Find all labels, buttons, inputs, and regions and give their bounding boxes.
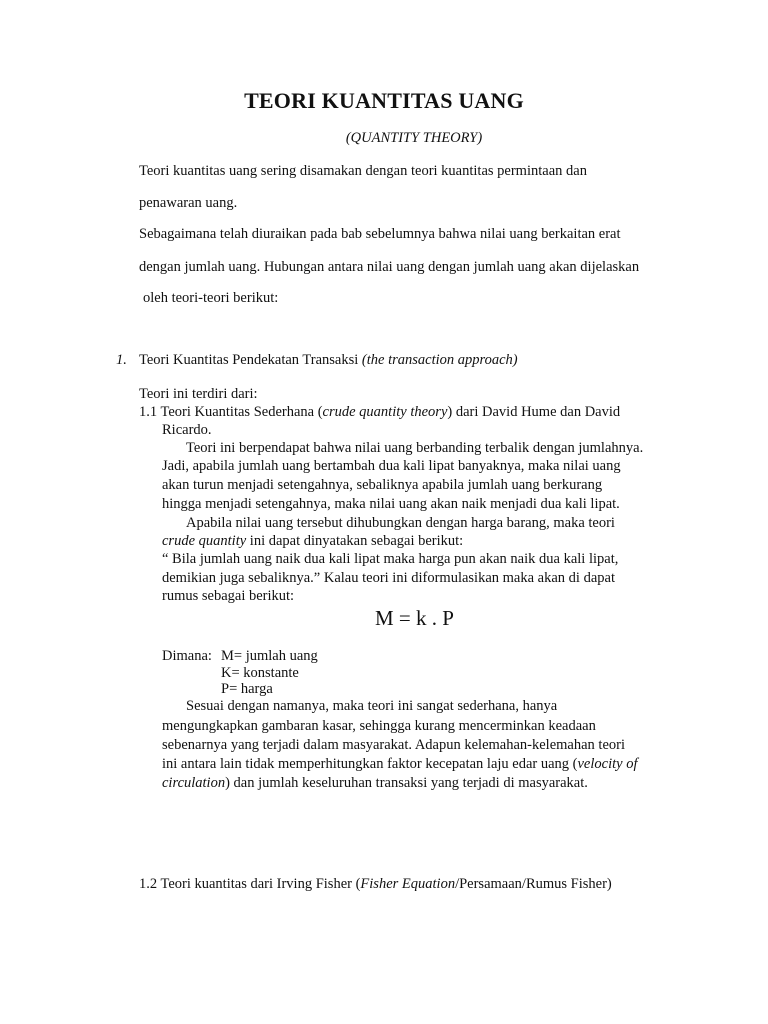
text-line: oleh teori-teori berikut: <box>143 290 279 306</box>
pb-l4-italic: velocity of <box>577 756 638 772</box>
text-line: “ Bila jumlah uang naik dua kali lipat maka harga pun akan naik dua kali lipat, <box>162 551 619 567</box>
def-k: K= konstante <box>221 665 299 681</box>
def-p: P= harga <box>221 681 273 697</box>
pb-l5-italic: circulation <box>162 775 226 791</box>
heading-italic: (the transaction approach) <box>361 352 518 368</box>
pb-l4-pre: ini antara lain tidak memperhitungkan faktor kecepatan laju edar uang ( <box>162 756 578 772</box>
pb-l5-post: ) dan jumlah keseluruhan transaksi yang terjadi di masyarakat. <box>225 775 588 791</box>
text-line: dengan jumlah uang. Hubungan antara nilai uang dengan jumlah uang akan dijelaskan <box>139 259 640 275</box>
list-number: 1. <box>116 352 127 368</box>
text-line: Jadi, apabila jumlah uang bertambah dua kali lipat banyaknya, maka nilai uang <box>162 458 621 474</box>
sub11-pre: 1.1 Teori Kuantitas Sederhana ( <box>139 404 323 420</box>
text-line: mengungkapkan gambaran kasar, sehingga kurang mencerminkan keadaan <box>162 718 596 734</box>
sub12-pre: 1.2 Teori kuantitas dari Irving Fisher ( <box>139 876 361 892</box>
subsection-1-2-heading <box>139 876 612 893</box>
crude-italic: crude quantity <box>162 533 247 549</box>
text-line <box>162 533 463 550</box>
sub11-post: ) dari David Hume dan David <box>447 404 621 420</box>
text-line: penawaran uang. <box>139 195 238 211</box>
formula: M = k . P <box>375 606 454 630</box>
heading-plain: Teori Kuantitas Pendekatan Transaksi <box>139 352 362 368</box>
text-line: akan turun menjadi setengahnya, sebaliknya apabila jumlah uang berkurang <box>162 477 603 493</box>
text-line: demikian juga sebaliknya.” Kalau teori ini diformulasikan maka akan di dapat <box>162 570 615 586</box>
crude-rest: ini dapat dinyatakan sebagai berikut: <box>246 533 464 549</box>
text-line <box>162 775 588 792</box>
sub12-post: /Persamaan/Rumus Fisher) <box>455 876 612 892</box>
page-subtitle: (QUANTITY THEORY) <box>345 130 483 146</box>
section-heading-text <box>139 352 518 369</box>
text-line: Teori kuantitas uang sering disamakan dengan teori kuantitas permintaan dan <box>139 163 587 179</box>
text-line <box>139 404 620 421</box>
text-line: Sesuai dengan namanya, maka teori ini sangat sederhana, hanya <box>186 698 558 714</box>
text-line: rumus sebagai berikut: <box>162 588 295 604</box>
text-line: hingga menjadi setengahnya, maka nilai uang akan naik menjadi dua kali lipat. <box>162 496 620 512</box>
page-title: TEORI KUANTITAS UANG <box>244 88 524 113</box>
text-line: Teori ini berpendapat bahwa nilai uang berbanding terbalik dengan jumlahnya. <box>186 440 644 456</box>
text-line <box>162 756 637 773</box>
text-line: sebenarnya yang terjadi dalam masyarakat. Adapun kelemahan-kelemahan teori <box>162 737 625 753</box>
sub12-italic: Fisher Equation <box>360 876 456 892</box>
text-line: Sebagaimana telah diuraikan pada bab sebelumnya bahwa nilai uang berkaitan erat <box>139 226 621 242</box>
text-line: Teori ini terdiri dari: <box>139 386 258 402</box>
where-label: Dimana: <box>162 648 212 664</box>
def-m: M= jumlah uang <box>221 648 318 664</box>
sub11-italic: crude quantity theory <box>322 404 448 420</box>
text-line: Ricardo. <box>162 422 212 438</box>
text-line: Apabila nilai uang tersebut dihubungkan dengan harga barang, maka teori <box>186 515 615 531</box>
